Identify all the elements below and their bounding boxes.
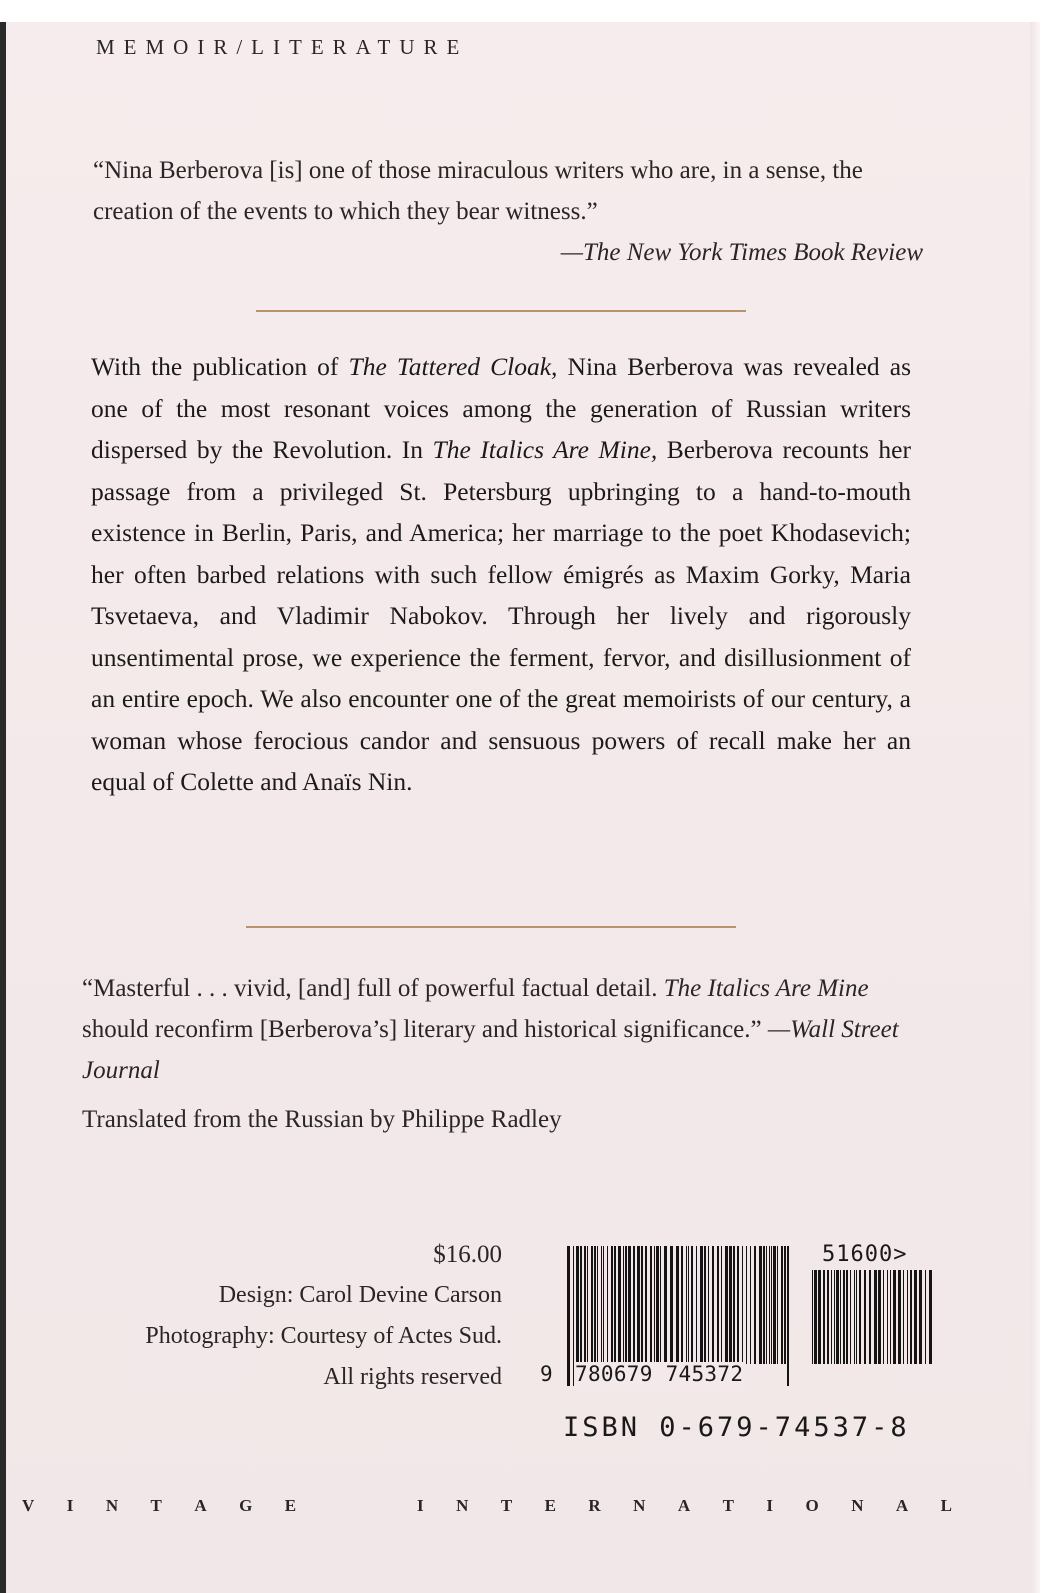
imprint-letter: N xyxy=(456,1496,469,1515)
publisher-imprint xyxy=(22,1496,952,1516)
translator-credit: Translated from the Russian by Philippe Radley xyxy=(82,1106,562,1133)
barcode-bar xyxy=(737,1246,739,1364)
barcode-bar xyxy=(893,1270,896,1364)
imprint-letter: A xyxy=(194,1496,207,1515)
barcode-bar xyxy=(654,1246,655,1364)
barcode-bar xyxy=(611,1246,613,1364)
blurb-text: With the publication of xyxy=(91,352,349,381)
barcode-bar xyxy=(691,1246,693,1364)
barcode-bar xyxy=(914,1270,917,1364)
imprint-letter: T xyxy=(150,1496,162,1515)
barcode-bar xyxy=(623,1246,624,1364)
barcode-bar xyxy=(591,1246,593,1364)
blurb-text: Berberova recounts her passage from a privileged St. Petersburg upbringing to a hand-to-mouth existence in Berlin, Paris, and America; her marriage to the poet Khodasevich; her often barbed relations with such fellow émigrés as Maxim Gorky, Maria Tsvetaeva, and Vladimir Nabokov. Through her lively and rigorously unsentimental prose, we experience the ferment, fervor, and disillusionment of an entire epoch. We also encounter one of the great memoirists of our century, a woman whose ferocious candor and sensuous powers of recall make her an equal of Colette and Anaïs Nin. xyxy=(91,435,911,796)
barcode-bar xyxy=(850,1270,851,1364)
barcode-bar xyxy=(587,1246,588,1364)
imprint-letter: T xyxy=(722,1496,734,1515)
barcode-bar xyxy=(721,1246,722,1364)
imprint-letter: O xyxy=(805,1496,819,1515)
barcode-bar xyxy=(603,1246,604,1364)
barcode-bar xyxy=(831,1270,832,1364)
barcode-bar xyxy=(676,1246,679,1364)
barcode-bar xyxy=(814,1270,817,1364)
barcode-bar xyxy=(903,1270,904,1364)
book-title-italic: The Italics Are Mine xyxy=(663,975,869,1002)
barcode-bar xyxy=(859,1270,861,1364)
barcode-bar xyxy=(584,1246,586,1364)
imprint-gap xyxy=(329,1496,385,1516)
barcode-bar xyxy=(696,1246,697,1364)
barcode-bar xyxy=(576,1246,579,1364)
divider-rule xyxy=(246,926,736,928)
quote-text: “Nina Berberova [is] one of those miraculous writers who are, in a sense, the creation of the events to which they bear witness.” xyxy=(93,157,863,225)
barcode-bar xyxy=(660,1246,661,1364)
barcode-bar xyxy=(746,1246,747,1364)
barcode-bar xyxy=(637,1246,640,1364)
imprint-letter: L xyxy=(940,1496,952,1515)
barcode-bar xyxy=(787,1246,789,1386)
barcode-bar xyxy=(580,1246,582,1364)
book-back-cover xyxy=(0,22,1040,1593)
barcode-bar xyxy=(614,1246,616,1364)
barcode-bar xyxy=(641,1246,643,1364)
barcode-bar xyxy=(887,1270,888,1364)
barcode-bar xyxy=(708,1246,709,1364)
barcode-bar xyxy=(766,1246,767,1364)
barcode-bar xyxy=(878,1270,881,1364)
barcode-bar xyxy=(919,1270,922,1364)
barcode-bar xyxy=(823,1270,825,1364)
barcode-bar xyxy=(601,1246,602,1364)
barcode-bar xyxy=(864,1270,866,1364)
barcode-bar xyxy=(818,1270,821,1364)
barcode-bar xyxy=(874,1270,877,1364)
barcode-bar xyxy=(597,1246,598,1364)
barcode-bar xyxy=(784,1246,786,1364)
barcode-bar xyxy=(763,1246,765,1364)
book-title-italic: The Italics Are Mine, xyxy=(432,435,658,464)
barcode-bar xyxy=(594,1246,596,1364)
imprint-letter: I xyxy=(766,1496,774,1515)
divider-rule xyxy=(256,310,746,312)
barcode-bar xyxy=(898,1270,901,1364)
imprint-letter: I xyxy=(417,1496,424,1515)
barcode-bar xyxy=(836,1270,839,1364)
price: $16.00 xyxy=(433,1241,502,1268)
imprint-letter: N xyxy=(851,1496,864,1515)
barcode-bar xyxy=(854,1270,855,1364)
barcode-bar xyxy=(781,1246,783,1364)
barcode-bar xyxy=(869,1270,871,1364)
barcode-bar xyxy=(890,1270,891,1364)
barcode-bar xyxy=(712,1246,714,1364)
imprint-letter: G xyxy=(239,1496,253,1515)
quote-attribution: —Wall Street Journal xyxy=(82,1016,899,1084)
spine-edge xyxy=(0,22,6,1593)
barcode-bar xyxy=(834,1270,835,1364)
barcode-bar xyxy=(650,1246,652,1364)
book-title-italic: The Tattered Cloak, xyxy=(348,352,558,381)
barcode-bar xyxy=(750,1246,751,1364)
barcode-bar xyxy=(607,1246,608,1364)
barcode-bar xyxy=(754,1246,756,1364)
page-edge xyxy=(1030,22,1040,1593)
barcode-bar xyxy=(827,1270,829,1364)
barcode-bar xyxy=(846,1270,848,1364)
barcode-bar xyxy=(729,1246,732,1364)
barcode-bar xyxy=(670,1246,673,1364)
barcode-bar xyxy=(910,1270,912,1364)
imprint-letter: V xyxy=(22,1496,35,1515)
imprint-letter: R xyxy=(588,1496,601,1515)
credits-block xyxy=(60,1234,502,1398)
barcode-bar xyxy=(812,1270,813,1364)
barcode-bar xyxy=(840,1270,841,1364)
imprint-letter: A xyxy=(895,1496,909,1515)
category-label: MEMOIR/LITERATURE xyxy=(96,35,469,59)
barcode-bar xyxy=(773,1246,776,1364)
barcode-digits: 780679 745372 xyxy=(575,1362,744,1386)
barcode-bar xyxy=(664,1246,667,1364)
barcode-bar xyxy=(856,1270,857,1364)
rights-notice: All rights reserved xyxy=(323,1364,502,1390)
barcode-bar xyxy=(883,1270,884,1364)
barcode-bar xyxy=(759,1246,762,1364)
barcode-bar xyxy=(645,1246,647,1364)
design-credit: Design: Carol Devine Carson xyxy=(218,1282,502,1308)
barcode-bar xyxy=(771,1246,772,1364)
photo-credit: Photography: Courtesy of Actes Sud. xyxy=(145,1323,502,1349)
quote-text: should reconfirm [Berberova’s] literary and historical significance.” xyxy=(82,1016,768,1043)
barcode-bar xyxy=(688,1246,689,1364)
imprint-letter: A xyxy=(677,1496,691,1515)
book-description xyxy=(91,346,911,803)
quote-text: “Masterful . . . vivid, [and] full of powerful factual detail. xyxy=(82,975,664,1002)
barcode-bar xyxy=(567,1246,570,1386)
imprint-letter: N xyxy=(105,1496,119,1515)
barcode-bar xyxy=(625,1246,627,1364)
barcode-bar xyxy=(656,1246,659,1364)
addon-digits: 51600> xyxy=(822,1242,908,1267)
price-addon-barcode xyxy=(812,1270,934,1386)
imprint-letter: I xyxy=(66,1496,74,1515)
barcode-bar xyxy=(907,1270,908,1364)
blurb-text: Nina Berberova was revealed as one of the most resonant voices among the generation of Russian writers dispersed by the Revolution. In xyxy=(91,352,911,464)
imprint-letter: N xyxy=(633,1496,646,1515)
barcode-bar xyxy=(717,1246,719,1364)
barcode-bar xyxy=(925,1270,926,1364)
barcode-bar xyxy=(704,1246,706,1364)
review-quote-wsj xyxy=(82,968,902,1091)
barcode-bar xyxy=(843,1270,845,1364)
barcode-bar xyxy=(742,1246,743,1364)
imprint-letter: E xyxy=(544,1496,556,1515)
barcode-bar xyxy=(633,1246,635,1364)
review-quote-nyt xyxy=(93,150,923,273)
barcode-bar xyxy=(777,1246,778,1364)
barcode-bar xyxy=(618,1246,621,1364)
barcode-bar xyxy=(769,1246,770,1364)
imprint-letter: E xyxy=(284,1496,297,1515)
quote-attribution: —The New York Times Book Review xyxy=(560,239,923,266)
isbn-number: ISBN 0-679-74537-8 xyxy=(563,1412,910,1443)
barcode-bar xyxy=(929,1270,932,1364)
barcode-bar xyxy=(628,1246,631,1364)
imprint-letter: T xyxy=(500,1496,513,1515)
barcode-bar xyxy=(725,1246,728,1364)
barcode-bar xyxy=(700,1246,703,1364)
barcode-bar xyxy=(733,1246,735,1364)
barcode-lead-digit: 9 xyxy=(540,1362,553,1386)
